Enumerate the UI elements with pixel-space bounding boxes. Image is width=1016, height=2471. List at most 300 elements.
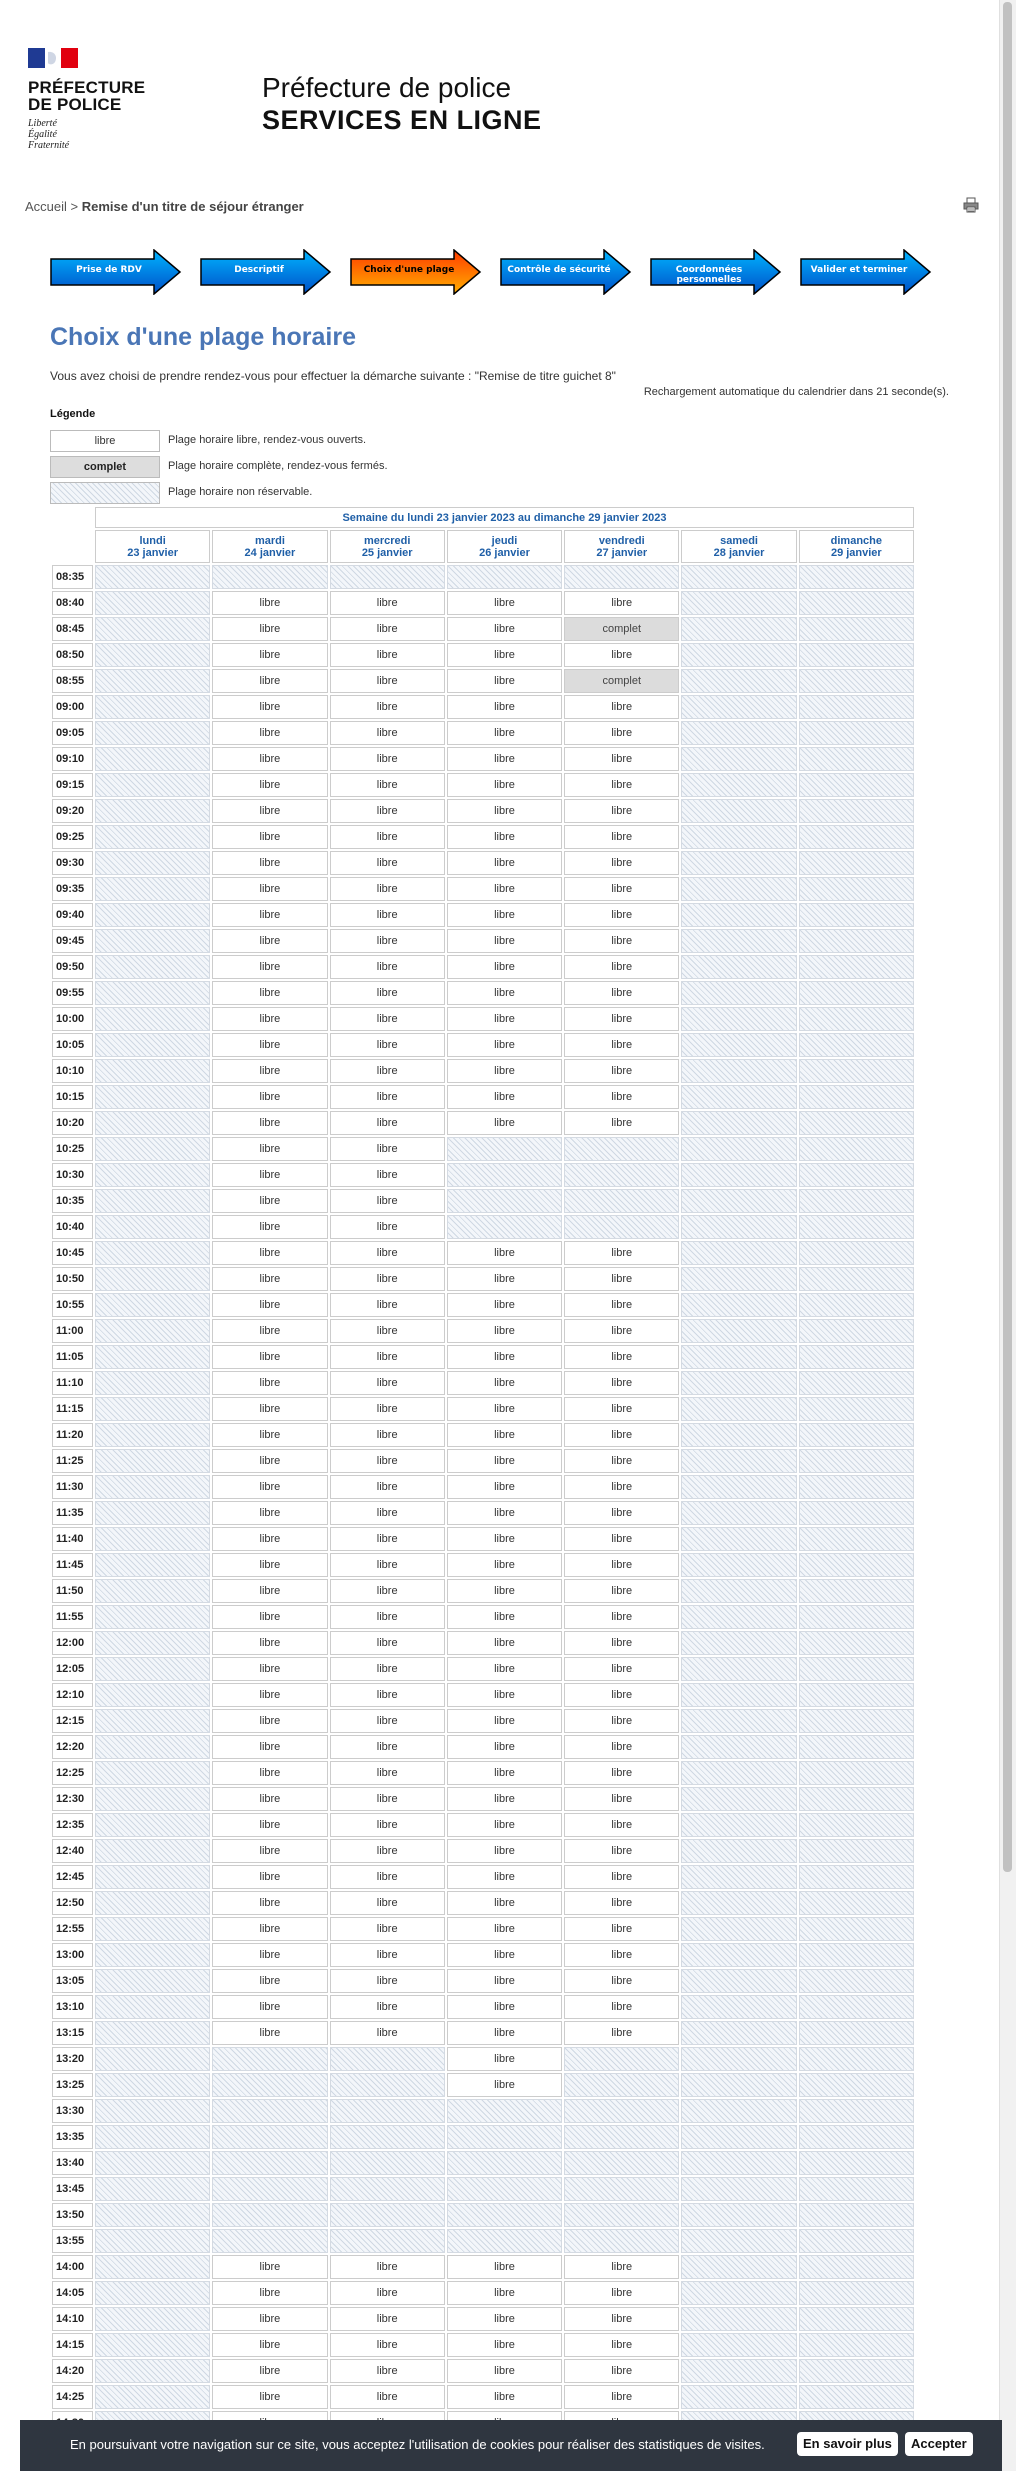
slot-free[interactable]: libre bbox=[564, 1345, 679, 1369]
slot-free[interactable]: libre bbox=[330, 2333, 445, 2357]
slot-unavailable bbox=[681, 1085, 796, 1109]
slot-free[interactable]: libre bbox=[564, 1267, 679, 1291]
slot-free[interactable]: libre bbox=[330, 825, 445, 849]
slot-free[interactable]: libre bbox=[212, 1293, 327, 1317]
slot-free[interactable]: libre bbox=[447, 773, 562, 797]
slot-free[interactable]: libre bbox=[212, 1891, 327, 1915]
step-6[interactable] bbox=[800, 249, 932, 295]
time-label: 09:30 bbox=[52, 851, 93, 875]
slot-free[interactable]: libre bbox=[564, 1033, 679, 1057]
slot-free[interactable]: libre bbox=[564, 1631, 679, 1655]
slot-free[interactable]: libre bbox=[330, 1787, 445, 1811]
slot-free[interactable]: libre bbox=[212, 643, 327, 667]
slot-free[interactable]: libre bbox=[330, 1267, 445, 1291]
slot-free[interactable]: libre bbox=[212, 1111, 327, 1135]
slot-free[interactable]: libre bbox=[447, 825, 562, 849]
slot-free[interactable]: libre bbox=[330, 773, 445, 797]
slot-free[interactable]: libre bbox=[330, 1605, 445, 1629]
slot-free[interactable]: libre bbox=[330, 1397, 445, 1421]
slot-free[interactable]: libre bbox=[212, 929, 327, 953]
slot-free[interactable]: libre bbox=[447, 1033, 562, 1057]
slot-free[interactable]: libre bbox=[447, 955, 562, 979]
cookie-more-button[interactable]: En savoir plus bbox=[797, 2432, 898, 2456]
slot-free[interactable]: libre bbox=[212, 1241, 327, 1265]
slot-free[interactable]: libre bbox=[564, 1007, 679, 1031]
slot-free[interactable]: libre bbox=[330, 1319, 445, 1343]
slot-free[interactable]: libre bbox=[564, 799, 679, 823]
slot-free[interactable]: libre bbox=[212, 1371, 327, 1395]
slot-free[interactable]: libre bbox=[447, 1891, 562, 1915]
slot-free[interactable]: libre bbox=[447, 851, 562, 875]
slot-free[interactable]: libre bbox=[330, 1033, 445, 1057]
slot-unavailable bbox=[95, 1527, 210, 1551]
slot-free[interactable]: libre bbox=[447, 1501, 562, 1525]
slot-free[interactable]: libre bbox=[447, 1787, 562, 1811]
slot-free[interactable]: libre bbox=[330, 2021, 445, 2045]
slot-free[interactable]: libre bbox=[212, 1059, 327, 1083]
slot-free[interactable]: libre bbox=[564, 1943, 679, 1967]
slot-free[interactable]: libre bbox=[564, 1891, 679, 1915]
slot-free[interactable]: libre bbox=[330, 1969, 445, 1993]
slot-free[interactable]: libre bbox=[212, 747, 327, 771]
slot-unavailable bbox=[799, 1683, 914, 1707]
slot-free[interactable]: libre bbox=[212, 2333, 327, 2357]
slot-free[interactable]: libre bbox=[330, 1865, 445, 1889]
slot-unavailable bbox=[95, 1995, 210, 2019]
slot-free[interactable]: libre bbox=[564, 851, 679, 875]
slot-free[interactable]: libre bbox=[447, 981, 562, 1005]
slot-unavailable bbox=[95, 1189, 210, 1213]
slot-free[interactable]: libre bbox=[564, 1423, 679, 1447]
slot-free[interactable]: libre bbox=[212, 955, 327, 979]
slot-free[interactable]: libre bbox=[447, 2307, 562, 2331]
slot-free[interactable]: libre bbox=[447, 1267, 562, 1291]
slot-free[interactable]: libre bbox=[564, 877, 679, 901]
slot-free[interactable]: libre bbox=[564, 1969, 679, 1993]
slot-unavailable bbox=[681, 565, 796, 589]
slot-free[interactable]: libre bbox=[330, 617, 445, 641]
slot-free[interactable]: libre bbox=[447, 1553, 562, 1577]
slot-free[interactable]: libre bbox=[330, 1917, 445, 1941]
slot-free[interactable]: libre bbox=[564, 1085, 679, 1109]
slot-free[interactable]: libre bbox=[330, 1735, 445, 1759]
slot-free[interactable]: libre bbox=[564, 1293, 679, 1317]
slot-free[interactable]: libre bbox=[212, 799, 327, 823]
slot-free[interactable]: libre bbox=[330, 747, 445, 771]
slot-free[interactable]: libre bbox=[447, 1605, 562, 1629]
slot-free[interactable]: libre bbox=[447, 1397, 562, 1421]
slot-free[interactable]: libre bbox=[330, 1943, 445, 1967]
page-scrollbar[interactable] bbox=[999, 0, 1016, 2471]
slot-free[interactable]: libre bbox=[330, 1631, 445, 1655]
slot-free[interactable]: libre bbox=[447, 1917, 562, 1941]
slot-free[interactable]: libre bbox=[564, 695, 679, 719]
slot-free[interactable]: libre bbox=[564, 1735, 679, 1759]
time-slot-row bbox=[52, 1787, 914, 1811]
slot-free[interactable]: libre bbox=[212, 2255, 327, 2279]
prefecture-logo[interactable] bbox=[28, 48, 158, 151]
slot-free[interactable]: libre bbox=[564, 1579, 679, 1603]
slot-free[interactable]: libre bbox=[564, 1787, 679, 1811]
slot-free[interactable]: libre bbox=[212, 1345, 327, 1369]
breadcrumb-home-link[interactable]: Accueil bbox=[25, 199, 67, 214]
slot-free[interactable]: libre bbox=[212, 1501, 327, 1525]
slot-free[interactable]: libre bbox=[212, 591, 327, 615]
slot-free[interactable]: libre bbox=[330, 1111, 445, 1135]
slot-free[interactable]: libre bbox=[330, 1475, 445, 1499]
slot-free[interactable]: libre bbox=[564, 981, 679, 1005]
slot-free[interactable]: libre bbox=[330, 955, 445, 979]
slot-free[interactable]: libre bbox=[564, 1813, 679, 1837]
slot-free[interactable]: libre bbox=[447, 1449, 562, 1473]
slot-free[interactable]: libre bbox=[330, 929, 445, 953]
slot-free[interactable]: libre bbox=[212, 1319, 327, 1343]
slot-free[interactable]: libre bbox=[212, 903, 327, 927]
slot-free[interactable]: libre bbox=[564, 2255, 679, 2279]
slot-free[interactable]: libre bbox=[212, 1449, 327, 1473]
slot-free[interactable]: libre bbox=[212, 1527, 327, 1551]
slot-free[interactable]: libre bbox=[447, 1111, 562, 1135]
slot-free[interactable]: libre bbox=[447, 1319, 562, 1343]
slot-unavailable bbox=[799, 2229, 914, 2253]
slot-free[interactable]: libre bbox=[564, 1527, 679, 1551]
time-label: 14:05 bbox=[52, 2281, 93, 2305]
slot-free[interactable]: libre bbox=[212, 1943, 327, 1967]
slot-unavailable bbox=[95, 1553, 210, 1577]
slot-free[interactable]: libre bbox=[447, 1475, 562, 1499]
slot-free[interactable]: libre bbox=[212, 773, 327, 797]
slot-free[interactable]: libre bbox=[330, 799, 445, 823]
slot-free[interactable]: libre bbox=[447, 591, 562, 615]
slot-free[interactable]: libre bbox=[447, 2021, 562, 2045]
legend-box-free: libre bbox=[50, 430, 160, 452]
step-1[interactable] bbox=[50, 249, 182, 295]
slot-free[interactable]: libre bbox=[564, 1371, 679, 1395]
slot-free[interactable]: libre bbox=[330, 1839, 445, 1863]
slot-unavailable bbox=[799, 1319, 914, 1343]
legend-title: Légende bbox=[50, 408, 96, 420]
time-label: 12:15 bbox=[52, 1709, 93, 1733]
slot-free[interactable]: libre bbox=[564, 1709, 679, 1733]
slot-free[interactable]: libre bbox=[564, 1397, 679, 1421]
slot-free[interactable]: libre bbox=[212, 1683, 327, 1707]
slot-free[interactable]: libre bbox=[212, 1033, 327, 1057]
slot-free[interactable]: libre bbox=[330, 669, 445, 693]
slot-free[interactable]: libre bbox=[330, 981, 445, 1005]
slot-free[interactable]: libre bbox=[330, 1189, 445, 1213]
time-label: 13:35 bbox=[52, 2125, 93, 2149]
slot-free[interactable]: libre bbox=[564, 747, 679, 771]
slot-free[interactable]: libre bbox=[330, 1891, 445, 1915]
slot-free[interactable]: libre bbox=[447, 2281, 562, 2305]
slot-free[interactable]: libre bbox=[447, 1241, 562, 1265]
slot-free[interactable]: libre bbox=[330, 1579, 445, 1603]
slot-free[interactable]: libre bbox=[212, 1813, 327, 1837]
slot-free[interactable]: libre bbox=[447, 929, 562, 953]
slot-free[interactable]: libre bbox=[447, 2073, 562, 2097]
slot-free[interactable]: libre bbox=[564, 1475, 679, 1499]
slot-free[interactable]: libre bbox=[564, 1059, 679, 1083]
day-header-vendredi bbox=[564, 530, 679, 563]
slot-free[interactable]: libre bbox=[212, 1007, 327, 1031]
slot-unavailable bbox=[799, 2307, 914, 2331]
slot-free[interactable]: libre bbox=[447, 1709, 562, 1733]
step-2[interactable] bbox=[200, 249, 332, 295]
slot-unavailable bbox=[330, 2151, 445, 2175]
slot-free[interactable]: libre bbox=[564, 2021, 679, 2045]
slot-free[interactable]: libre bbox=[564, 591, 679, 615]
slot-free[interactable]: libre bbox=[564, 825, 679, 849]
slot-free[interactable]: libre bbox=[564, 2307, 679, 2331]
slot-free[interactable]: libre bbox=[447, 1761, 562, 1785]
slot-free[interactable]: libre bbox=[330, 851, 445, 875]
slot-free[interactable]: libre bbox=[447, 1943, 562, 1967]
slot-free[interactable]: libre bbox=[447, 1969, 562, 1993]
slot-free[interactable]: libre bbox=[447, 643, 562, 667]
slot-free[interactable]: libre bbox=[330, 1163, 445, 1187]
slot-free[interactable]: libre bbox=[447, 1683, 562, 1707]
slot-free[interactable]: libre bbox=[447, 1085, 562, 1109]
slot-free[interactable]: libre bbox=[212, 1787, 327, 1811]
slot-free[interactable]: libre bbox=[564, 2359, 679, 2383]
slot-free[interactable]: libre bbox=[447, 1579, 562, 1603]
print-icon[interactable] bbox=[963, 197, 979, 213]
slot-free[interactable]: libre bbox=[212, 2281, 327, 2305]
slot-free[interactable]: libre bbox=[212, 1579, 327, 1603]
slot-free[interactable]: libre bbox=[212, 1735, 327, 1759]
slot-free[interactable]: libre bbox=[212, 1839, 327, 1863]
slot-free[interactable]: libre bbox=[212, 2021, 327, 2045]
slot-free[interactable]: libre bbox=[447, 1059, 562, 1083]
slot-free[interactable]: libre bbox=[330, 1371, 445, 1395]
slot-free[interactable]: libre bbox=[212, 1189, 327, 1213]
slot-free[interactable]: libre bbox=[447, 1293, 562, 1317]
slot-unavailable bbox=[681, 2385, 796, 2409]
slot-free[interactable]: libre bbox=[447, 1995, 562, 2019]
slot-free[interactable]: libre bbox=[564, 1501, 679, 1525]
slot-unavailable bbox=[799, 2125, 914, 2149]
slot-free[interactable]: libre bbox=[212, 1995, 327, 2019]
time-label: 13:40 bbox=[52, 2151, 93, 2175]
slot-free[interactable]: libre bbox=[212, 1865, 327, 1889]
slot-unavailable bbox=[681, 1137, 796, 1161]
slot-free[interactable]: libre bbox=[564, 1917, 679, 1941]
slot-free[interactable]: libre bbox=[564, 903, 679, 927]
slot-free[interactable]: libre bbox=[564, 1657, 679, 1681]
slot-free[interactable]: libre bbox=[447, 1345, 562, 1369]
slot-free[interactable]: libre bbox=[447, 1371, 562, 1395]
time-label: 11:35 bbox=[52, 1501, 93, 1525]
slot-unavailable bbox=[799, 1657, 914, 1681]
slot-free[interactable]: libre bbox=[447, 2255, 562, 2279]
slot-free[interactable]: libre bbox=[447, 1631, 562, 1655]
slot-free[interactable]: libre bbox=[330, 1007, 445, 1031]
slot-free[interactable]: libre bbox=[212, 851, 327, 875]
slot-unavailable bbox=[95, 721, 210, 745]
slot-free[interactable]: libre bbox=[330, 903, 445, 927]
slot-free[interactable]: libre bbox=[447, 2359, 562, 2383]
time-slot-row bbox=[52, 565, 914, 589]
slot-unavailable bbox=[799, 825, 914, 849]
slot-free[interactable]: libre bbox=[564, 1111, 679, 1135]
step-label: Contrôle de sécurité bbox=[507, 265, 611, 275]
slot-free[interactable]: libre bbox=[447, 2333, 562, 2357]
slot-free[interactable]: libre bbox=[330, 1995, 445, 2019]
slot-free[interactable]: libre bbox=[212, 1657, 327, 1681]
slot-free[interactable]: libre bbox=[447, 1735, 562, 1759]
slot-free[interactable]: libre bbox=[212, 1267, 327, 1291]
slot-free[interactable]: libre bbox=[564, 2333, 679, 2357]
slot-free[interactable]: libre bbox=[447, 695, 562, 719]
slot-unavailable bbox=[681, 1033, 796, 1057]
slot-free[interactable]: libre bbox=[212, 2307, 327, 2331]
slot-free[interactable]: libre bbox=[212, 1605, 327, 1629]
slot-unavailable bbox=[799, 877, 914, 901]
slot-free[interactable]: libre bbox=[212, 1137, 327, 1161]
slot-free[interactable]: libre bbox=[564, 1761, 679, 1785]
corner-cell bbox=[52, 530, 93, 563]
slot-unavailable bbox=[681, 1059, 796, 1083]
cookie-accept-button[interactable]: Accepter bbox=[905, 2432, 973, 2456]
slot-free[interactable]: libre bbox=[330, 1501, 445, 1525]
slot-free[interactable]: libre bbox=[330, 1423, 445, 1447]
slot-free[interactable]: libre bbox=[447, 799, 562, 823]
slot-free[interactable]: libre bbox=[564, 773, 679, 797]
slot-free[interactable]: libre bbox=[330, 591, 445, 615]
slot-free[interactable]: libre bbox=[330, 1683, 445, 1707]
slot-unavailable bbox=[95, 1371, 210, 1395]
slot-unavailable bbox=[95, 1969, 210, 1993]
slot-free[interactable]: libre bbox=[330, 2307, 445, 2331]
slot-unavailable bbox=[681, 2099, 796, 2123]
slot-free[interactable]: libre bbox=[212, 1085, 327, 1109]
slot-free[interactable]: libre bbox=[330, 1059, 445, 1083]
slot-free[interactable]: libre bbox=[330, 1709, 445, 1733]
legend-box-full: complet bbox=[50, 456, 160, 478]
slot-free[interactable]: libre bbox=[564, 2385, 679, 2409]
slot-free[interactable]: libre bbox=[564, 643, 679, 667]
slot-free[interactable]: libre bbox=[447, 2385, 562, 2409]
slot-free[interactable]: libre bbox=[564, 1449, 679, 1473]
week-header: Semaine du lundi 23 janvier 2023 au dimanche 29 janvier 2023 bbox=[95, 507, 914, 528]
slot-free[interactable]: libre bbox=[447, 1865, 562, 1889]
slot-free[interactable]: libre bbox=[564, 929, 679, 953]
slot-free[interactable]: libre bbox=[212, 721, 327, 745]
slot-free[interactable]: libre bbox=[447, 903, 562, 927]
slot-free[interactable]: libre bbox=[564, 1995, 679, 2019]
slot-free[interactable]: libre bbox=[212, 1917, 327, 1941]
slot-free[interactable]: libre bbox=[447, 1423, 562, 1447]
slot-free[interactable]: libre bbox=[564, 1605, 679, 1629]
slot-free[interactable]: libre bbox=[564, 721, 679, 745]
slot-unavailable bbox=[681, 851, 796, 875]
slot-free[interactable]: libre bbox=[212, 1423, 327, 1447]
slot-unavailable bbox=[799, 1345, 914, 1369]
slot-free[interactable]: libre bbox=[447, 1007, 562, 1031]
slot-free[interactable]: libre bbox=[330, 1657, 445, 1681]
slot-free[interactable]: libre bbox=[330, 2281, 445, 2305]
slot-free[interactable]: libre bbox=[564, 1839, 679, 1863]
slot-free[interactable]: libre bbox=[212, 1475, 327, 1499]
slot-unavailable bbox=[95, 1085, 210, 1109]
slot-free[interactable]: libre bbox=[564, 1319, 679, 1343]
step-5[interactable] bbox=[650, 249, 782, 295]
slot-free[interactable]: libre bbox=[447, 747, 562, 771]
slot-free[interactable]: libre bbox=[447, 1839, 562, 1863]
slot-free[interactable]: libre bbox=[330, 1241, 445, 1265]
slot-free[interactable]: libre bbox=[212, 1163, 327, 1187]
slot-free[interactable]: libre bbox=[212, 669, 327, 693]
slot-unavailable bbox=[799, 2073, 914, 2097]
slot-free[interactable]: libre bbox=[564, 2281, 679, 2305]
slot-free[interactable]: libre bbox=[330, 1813, 445, 1837]
slot-free[interactable]: libre bbox=[564, 1683, 679, 1707]
slot-free[interactable]: libre bbox=[330, 1137, 445, 1161]
slot-free[interactable]: libre bbox=[564, 955, 679, 979]
slot-free[interactable]: libre bbox=[330, 1293, 445, 1317]
slot-free[interactable]: libre bbox=[564, 1241, 679, 1265]
slot-free[interactable]: libre bbox=[564, 1553, 679, 1577]
slot-free[interactable]: libre bbox=[330, 2385, 445, 2409]
slot-free[interactable]: libre bbox=[212, 1397, 327, 1421]
slot-free[interactable]: libre bbox=[330, 1085, 445, 1109]
slot-free[interactable]: libre bbox=[212, 1761, 327, 1785]
time-slot-row bbox=[52, 1579, 914, 1603]
slot-free[interactable]: libre bbox=[212, 1709, 327, 1733]
slot-free[interactable]: libre bbox=[330, 1215, 445, 1239]
time-label: 12:20 bbox=[52, 1735, 93, 1759]
slot-free[interactable]: libre bbox=[212, 825, 327, 849]
slot-free[interactable]: libre bbox=[212, 981, 327, 1005]
slot-free[interactable]: libre bbox=[447, 877, 562, 901]
slot-free[interactable]: libre bbox=[447, 1527, 562, 1551]
slot-free[interactable]: libre bbox=[212, 877, 327, 901]
slot-free[interactable]: libre bbox=[212, 2385, 327, 2409]
slot-free[interactable]: libre bbox=[330, 2255, 445, 2279]
slot-free[interactable]: libre bbox=[447, 617, 562, 641]
slot-free[interactable]: libre bbox=[447, 2047, 562, 2071]
slot-free[interactable]: libre bbox=[212, 617, 327, 641]
slot-free[interactable]: libre bbox=[212, 695, 327, 719]
slot-free[interactable]: libre bbox=[330, 2359, 445, 2383]
slot-free[interactable]: libre bbox=[447, 669, 562, 693]
slot-free[interactable]: libre bbox=[330, 1449, 445, 1473]
slot-free[interactable]: libre bbox=[447, 1657, 562, 1681]
time-slot-row bbox=[52, 747, 914, 771]
scrollbar-thumb[interactable] bbox=[1003, 2, 1012, 1872]
step-4[interactable] bbox=[500, 249, 632, 295]
slot-free[interactable]: libre bbox=[330, 877, 445, 901]
slot-free[interactable]: libre bbox=[212, 1215, 327, 1239]
slot-free[interactable]: libre bbox=[212, 1553, 327, 1577]
day-name: dimanche bbox=[830, 534, 883, 547]
slot-free[interactable]: libre bbox=[330, 695, 445, 719]
slot-free[interactable]: libre bbox=[330, 1345, 445, 1369]
slot-free[interactable]: libre bbox=[447, 721, 562, 745]
slot-free[interactable]: libre bbox=[212, 1969, 327, 1993]
slot-free[interactable]: libre bbox=[564, 1865, 679, 1889]
slot-free[interactable]: libre bbox=[330, 1761, 445, 1785]
slot-free[interactable]: libre bbox=[447, 1813, 562, 1837]
time-slot-row bbox=[52, 929, 914, 953]
slot-free[interactable]: libre bbox=[330, 1553, 445, 1577]
slot-free[interactable]: libre bbox=[212, 2359, 327, 2383]
slot-free[interactable]: libre bbox=[212, 1631, 327, 1655]
slot-free[interactable]: libre bbox=[330, 721, 445, 745]
slot-free[interactable]: libre bbox=[330, 643, 445, 667]
slot-free[interactable]: libre bbox=[330, 1527, 445, 1551]
slot-unavailable bbox=[330, 2229, 445, 2253]
